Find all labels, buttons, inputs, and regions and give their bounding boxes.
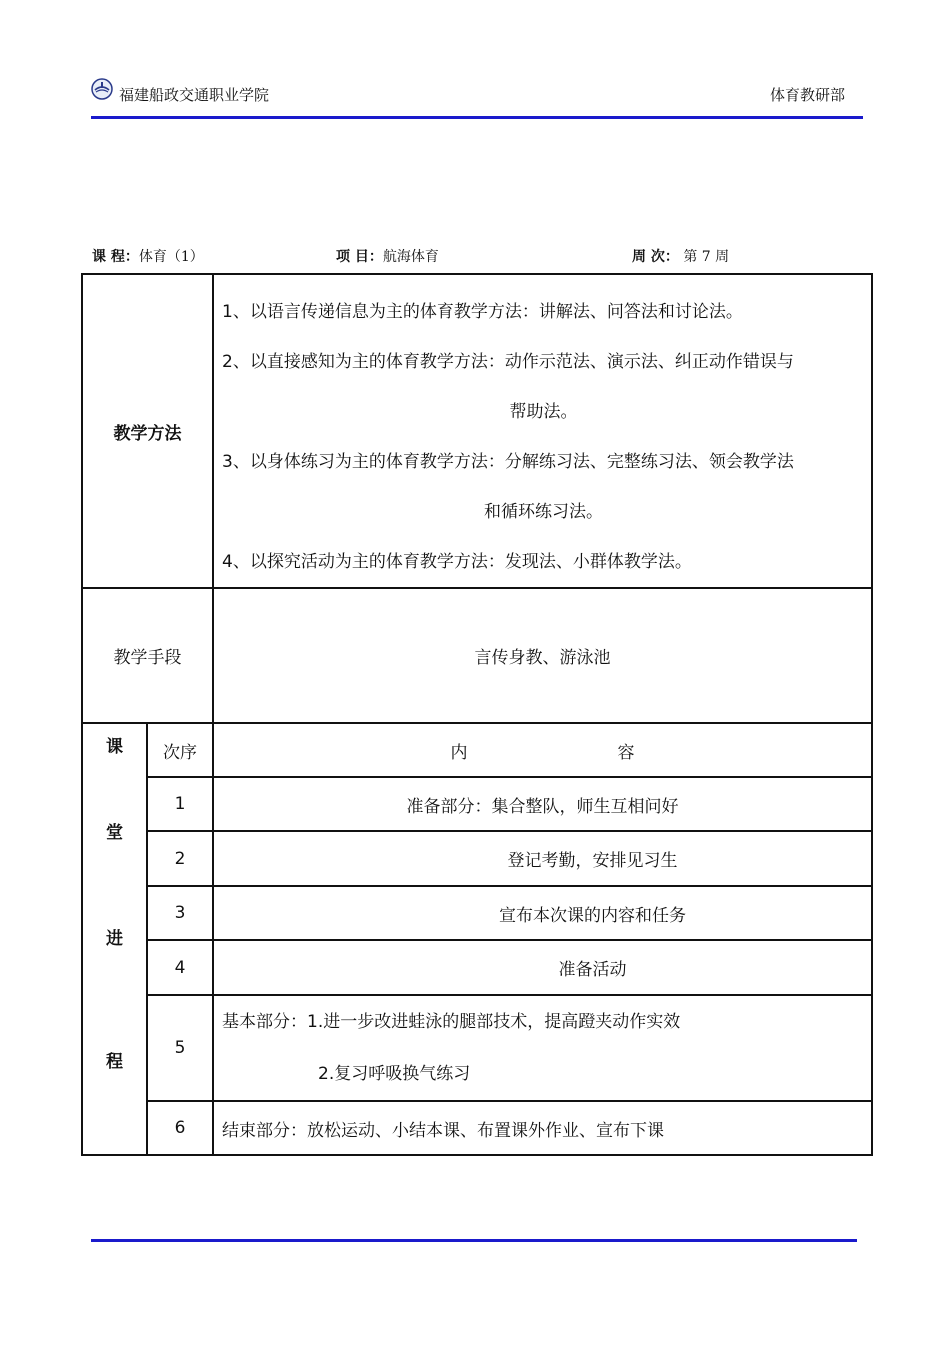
footer-divider [91, 1239, 857, 1242]
table-row [82, 886, 872, 940]
table-row [82, 831, 872, 886]
table-row [82, 777, 872, 831]
week-value: 第 7 周 [683, 249, 730, 265]
methods-row [82, 274, 872, 588]
course-value: 体育（1） [138, 249, 204, 265]
school-logo-icon [91, 78, 113, 100]
lesson-plan-table [81, 273, 873, 1156]
method-item: 和循环练习法。 [484, 502, 603, 522]
table-row [82, 1101, 872, 1155]
order-header: 次序 [147, 723, 213, 777]
row-content: 宣布本次课的内容和任务 [213, 886, 872, 940]
methods-label: 教学方法 [82, 274, 213, 588]
row-number: 6 [147, 1101, 213, 1155]
project-label: 项 目： [336, 249, 383, 265]
method-item: 帮助法。 [509, 402, 578, 422]
method-item: 2、以直接感知为主的体育教学方法：动作示范法、演示法、纠正动作错误与 [222, 352, 794, 372]
school-name: 福建船政交通职业学院 [119, 86, 270, 104]
row-number: 4 [147, 940, 213, 995]
row-number: 3 [147, 886, 213, 940]
process-header-row [82, 723, 872, 777]
vertical-char: 进 [106, 929, 123, 949]
row-number: 5 [147, 995, 213, 1101]
week-label: 周 次： [632, 249, 679, 265]
project-value: 航海体育 [382, 249, 439, 265]
row-content: 准备部分：集合整队，师生互相问好 [213, 777, 872, 831]
means-value: 言传身教、游泳池 [213, 588, 872, 723]
content-header-char: 内 [450, 742, 468, 763]
table-row [82, 940, 872, 995]
week-info [632, 246, 729, 266]
course-info [92, 246, 204, 266]
content-header [213, 723, 872, 777]
row-content: 登记考勤，安排见习生 [213, 831, 872, 886]
row-number: 2 [147, 831, 213, 886]
page-header [91, 70, 863, 118]
vertical-char: 课 [106, 737, 123, 757]
means-row [82, 588, 872, 723]
header-divider [91, 116, 863, 119]
method-item: 4、以探究活动为主的体育教学方法：发现法、小群体教学法。 [222, 552, 692, 572]
course-label: 课 程： [92, 249, 139, 265]
project-info [336, 246, 439, 266]
row-content: 结束部分：放松运动、小结本课、布置课外作业、宣布下课 [213, 1101, 872, 1155]
row-content: 准备活动 [213, 940, 872, 995]
row-content-line: 2.复习呼吸换气练习 [318, 1064, 471, 1084]
department-name: 体育教研部 [769, 86, 845, 104]
table-row [82, 995, 872, 1101]
means-label: 教学手段 [82, 588, 213, 723]
content-header-char: 容 [617, 742, 635, 763]
row-content [213, 995, 872, 1101]
row-number: 1 [147, 777, 213, 831]
row-content-line: 基本部分：1.进一步改进蛙泳的腿部技术，提高蹬夹动作实效 [222, 1012, 681, 1032]
vertical-char: 程 [106, 1052, 123, 1072]
vertical-char: 堂 [106, 823, 123, 843]
process-vertical-label [82, 723, 147, 1155]
methods-content [213, 274, 872, 588]
method-item: 3、以身体练习为主的体育教学方法：分解练习法、完整练习法、领会教学法 [222, 452, 794, 472]
method-item: 1、以语言传递信息为主的体育教学方法：讲解法、问答法和讨论法。 [222, 302, 743, 322]
